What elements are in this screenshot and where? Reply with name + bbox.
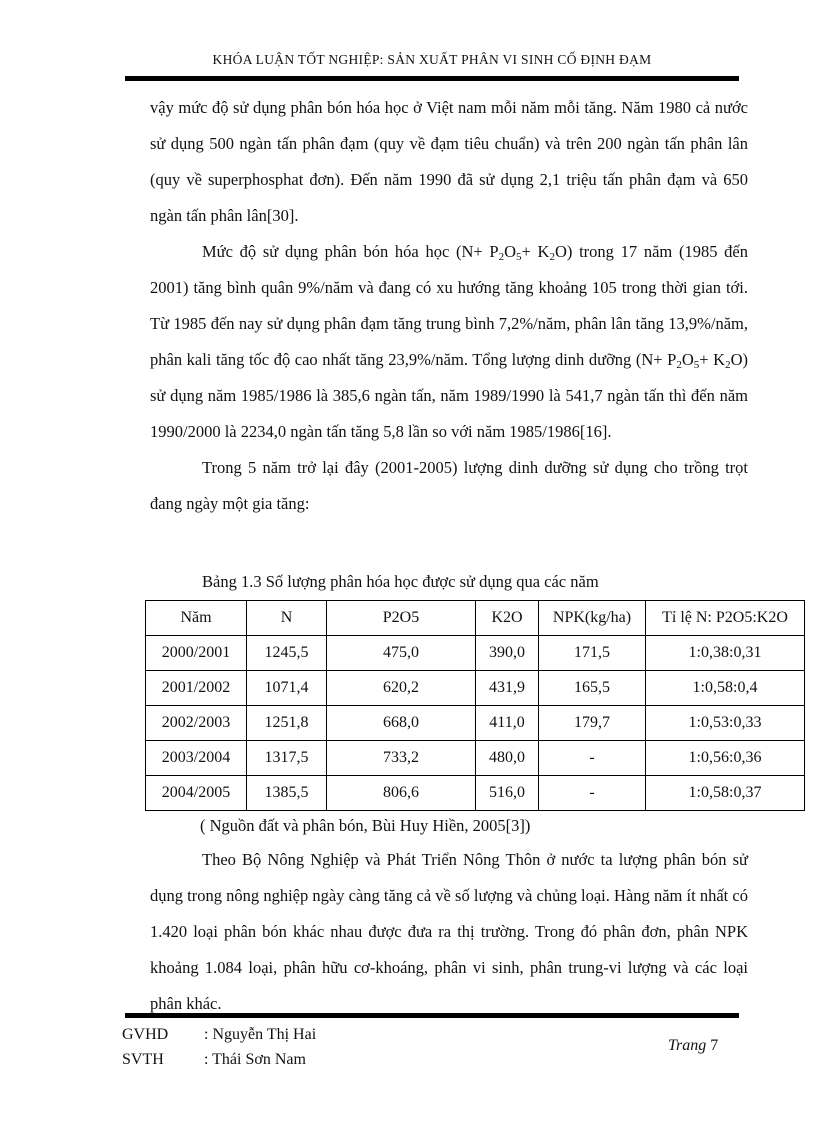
table-cell: 1245,5 — [247, 636, 327, 671]
table-cell: 1:0,38:0,31 — [646, 636, 805, 671]
page-number: 7 — [710, 1037, 719, 1054]
footer-credits — [122, 1022, 316, 1072]
page-header-title: KHÓA LUẬN TỐT NGHIỆP: SẢN XUẤT PHÂN VI SINH CỐ ĐỊNH ĐẠM — [212, 52, 652, 67]
table-header-cell: Năm — [146, 601, 247, 636]
table-header-row — [146, 601, 805, 636]
fertilizer-table — [145, 600, 805, 811]
table-cell: 431,9 — [476, 671, 539, 706]
paragraph-3: Trong 5 năm trở lại đây (2001-2005) lượng dinh dưỡng sử dụng cho trồng trọt đang ngày một gia tăng: — [150, 458, 748, 513]
table-row — [146, 671, 805, 706]
table-cell: 2002/2003 — [146, 706, 247, 741]
table-cell: 1317,5 — [247, 741, 327, 776]
svth-value: : Thái Sơn Nam — [204, 1051, 306, 1068]
table-header-cell: K2O — [476, 601, 539, 636]
table-header-cell: NPK(kg/ha) — [539, 601, 646, 636]
page-label: Trang — [668, 1037, 707, 1054]
table-header-cell: N — [247, 601, 327, 636]
svth-label: SVTH — [122, 1051, 164, 1068]
table-cell: 2000/2001 — [146, 636, 247, 671]
table-cell: 390,0 — [476, 636, 539, 671]
table-row — [146, 776, 805, 811]
gvhd-label: GVHD — [122, 1026, 169, 1043]
table-cell: 1:0,58:0,4 — [646, 671, 805, 706]
table-cell: 475,0 — [327, 636, 476, 671]
table-cell: 411,0 — [476, 706, 539, 741]
table-cell: 1:0,53:0,33 — [646, 706, 805, 741]
paragraph-4: Theo Bộ Nông Nghiệp và Phát Triển Nông Thôn ở nước ta lượng phân bón sử dụng trong nông nghiệp ngày càng tăng cả về số lượng và chủng loại. Hàng năm ít nhất có 1.420 loại phân bón khác nhau được đưa ra thị trường. Trong đó phân đơn, phân NPK khoảng 1.084 loại, phân hữu cơ-khoáng, phân vi sinh, phân trung-vi lượng và các loại phân khác. — [150, 850, 748, 1013]
table-header-cell: P2O5 — [327, 601, 476, 636]
paragraph-1: vậy mức độ sử dụng phân bón hóa học ở Việt nam mỗi năm mỗi tăng. Năm 1980 cả nước sử dụng 500 ngàn tấn phân đạm (quy về đạm tiêu chuẩn) và trên 200 ngàn tấn phân lân (quy về superphosphat đơn). Đến năm 1990 đã sử dụng 2,1 triệu tấn phân đạm và 650 ngàn tấn phân lân[30]. — [150, 98, 748, 225]
table-cell: 1:0,58:0,37 — [646, 776, 805, 811]
table-cell: - — [539, 741, 646, 776]
footer-svth — [122, 1047, 316, 1072]
table-cell: - — [539, 776, 646, 811]
table-cell: 179,7 — [539, 706, 646, 741]
table-cell: 165,5 — [539, 671, 646, 706]
table-header-cell: Tỉ lệ N: P2O5:K2O — [646, 601, 805, 636]
table-cell: 480,0 — [476, 741, 539, 776]
paragraph-2: Mức độ sử dụng phân bón hóa học $(N+ P_2O_5+ K_2O)$ trong 17 năm (1985 đến 2001) tăng bình quân 9%/năm và đang có xu hướng tăng khoảng 105 trong thời gian tới. Từ 1985 đến nay sử dụng phân đạm tăng trung bình 7,2%/năm, phân lân tăng 13,9%/năm, phân kali tăng tốc độ cao nhất tăng 23,9%/năm. Tổng lượng dinh dưỡng $(N+ P_2O_5+ K_2O)$ sử dụng năm 1985/1986 là 385,6 ngàn tấn, năm 1989/1990 là 541,7 ngàn tấn thì đến năm 1990/2000 là 2234,0 ngàn tấn tăng 5,8 lần so với năm 1985/1986[16]. — [150, 242, 748, 441]
body-bottom — [150, 842, 748, 1022]
footer-gvhd — [122, 1022, 316, 1047]
table-caption: Bảng 1.3 Số lượng phân hóa học được sử dụng qua các năm — [202, 572, 599, 591]
table-cell: 2001/2002 — [146, 671, 247, 706]
table-cell: 516,0 — [476, 776, 539, 811]
table-source: ( Nguồn đất và phân bón, Bùi Huy Hiền, 2005[3]) — [200, 816, 531, 835]
table-cell: 1385,5 — [247, 776, 327, 811]
body-top — [150, 90, 748, 522]
table-cell: 733,2 — [327, 741, 476, 776]
table-row — [146, 636, 805, 671]
table-row — [146, 741, 805, 776]
table-cell: 1071,4 — [247, 671, 327, 706]
page-number-block — [668, 1037, 718, 1055]
footer-rule — [125, 1013, 739, 1018]
table-cell: 1251,8 — [247, 706, 327, 741]
table-cell: 620,2 — [327, 671, 476, 706]
table-cell: 1:0,56:0,36 — [646, 741, 805, 776]
table-cell: 2003/2004 — [146, 741, 247, 776]
table-row — [146, 706, 805, 741]
header-rule — [125, 76, 739, 81]
gvhd-value: : Nguyễn Thị Hai — [204, 1026, 317, 1043]
table-cell: 2004/2005 — [146, 776, 247, 811]
table-cell: 668,0 — [327, 706, 476, 741]
table-cell: 806,6 — [327, 776, 476, 811]
table-cell: 171,5 — [539, 636, 646, 671]
